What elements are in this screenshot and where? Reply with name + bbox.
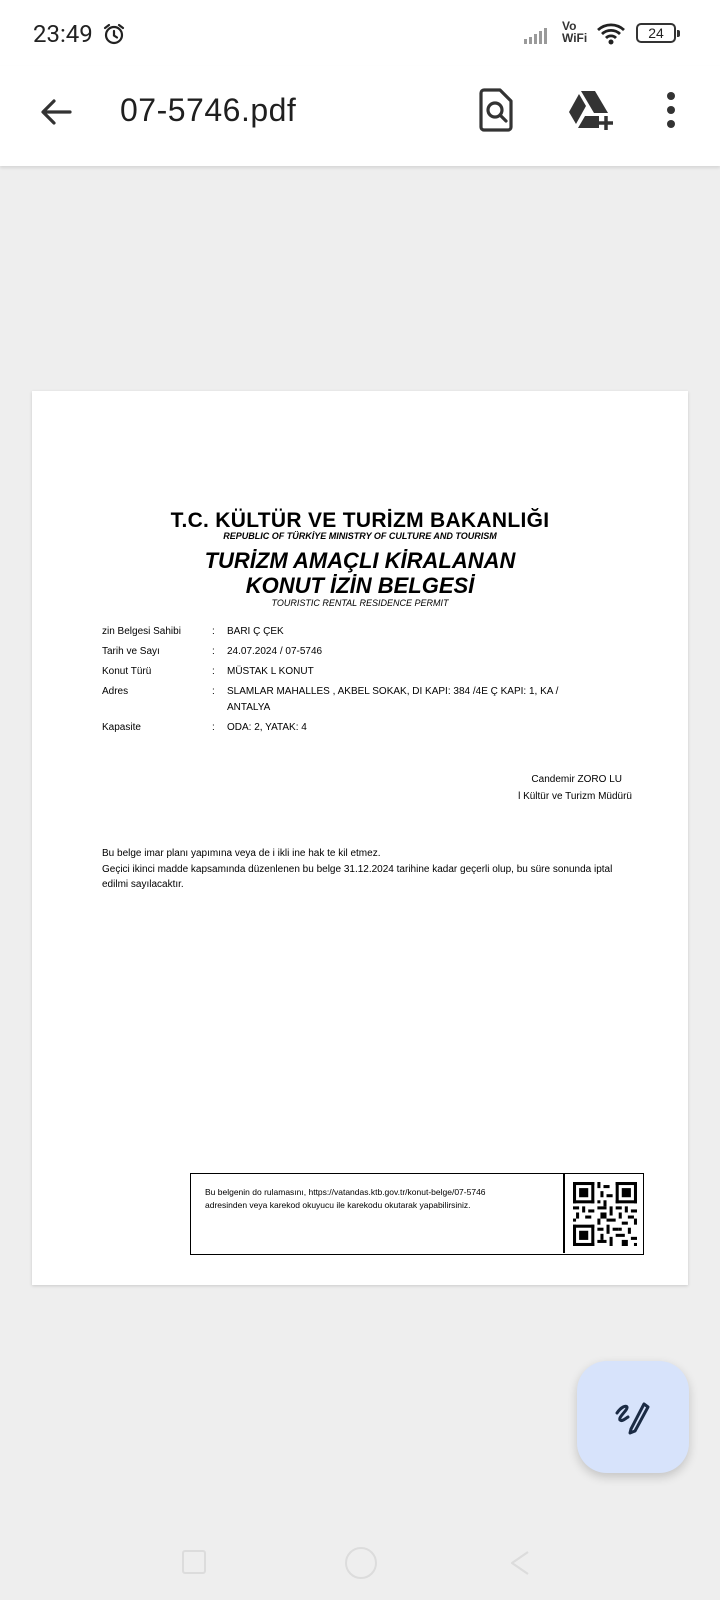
verification-text [205, 1186, 545, 1212]
status-bar [0, 0, 720, 66]
permit-title-line1: TURİZM AMAÇLI KİRALANAN [204, 548, 516, 573]
vo-label: Vo [562, 19, 577, 33]
note-line: Bu belge imar planı yapımına veya de i ikli ine hak te kil etmez. [102, 848, 381, 859]
back-nav-button[interactable] [508, 1550, 532, 1581]
signatory-title: l Kültür ve Turizm Müdürü [518, 791, 632, 802]
field-label-address: Adres [102, 686, 129, 697]
field-colon: : [212, 686, 215, 697]
cell-signal-icon [524, 26, 558, 49]
field-value-owner: BARI Ç ÇEK [227, 626, 284, 637]
signature-pen-icon [613, 1397, 653, 1437]
field-colon: : [212, 722, 215, 733]
verification-line: adresinden veya karekod okuyucu ile karekodu okutarak yapabilirsiniz. [205, 1200, 471, 1210]
qr-code-icon [573, 1182, 637, 1246]
field-value-date: 24.07.2024 / 07-5746 [227, 646, 323, 657]
wifi-label: WiFi [562, 31, 588, 45]
field-label-type: Konut Türü [102, 666, 152, 677]
field-value-address-city: ANTALYA [227, 702, 271, 713]
app-bar [0, 66, 720, 166]
field-label-owner: zin Belgesi Sahibi [102, 626, 181, 637]
field-label-date: Tarih ve Sayı [102, 646, 160, 657]
search-document-icon[interactable] [478, 88, 514, 137]
field-value-capacity: ODA: 2, YATAK: 4 [227, 722, 307, 733]
field-label-capacity: Kapasite [102, 722, 141, 733]
field-colon: : [212, 626, 215, 637]
battery-icon [636, 23, 676, 43]
vowifi-indicator [562, 20, 587, 44]
status-time: 23:49 [33, 20, 93, 48]
home-button[interactable] [345, 1547, 377, 1579]
system-navigation-bar [0, 1520, 720, 1600]
permit-title-line2: KONUT İZİN BELGESİ [245, 573, 475, 598]
add-to-drive-icon[interactable] [568, 88, 614, 137]
recents-button[interactable] [182, 1550, 206, 1574]
signatory-name: Candemir ZORO LU [531, 774, 622, 785]
field-colon: : [212, 646, 215, 657]
permit-title [32, 548, 688, 598]
permit-title-en: TOURISTIC RENTAL RESIDENCE PERMIT [271, 598, 449, 608]
ministry-heading-en: REPUBLIC OF TÜRKİYE MINISTRY OF CULTURE AND TOURISM [223, 531, 497, 541]
verification-box [190, 1173, 644, 1255]
arrow-back-icon[interactable] [36, 92, 76, 132]
more-vert-icon[interactable] [666, 90, 676, 135]
document-notes [102, 846, 682, 893]
field-colon: : [212, 666, 215, 677]
note-line: Geçici ikinci madde kapsamında düzenlenen bu belge 31.12.2024 tarihine kadar geçerli olup, bu süre sonunda iptal [102, 863, 613, 875]
document-title: 07-5746.pdf [120, 92, 297, 128]
pdf-page[interactable] [32, 391, 688, 1285]
verification-line: Bu belgenin do rulamasını, https://vatandas.ktb.gov.tr/konut-belge/07-5746 [205, 1187, 486, 1197]
battery-level: 24 [648, 25, 664, 41]
alarm-icon [102, 22, 126, 51]
verification-divider [563, 1174, 565, 1253]
ministry-heading: T.C. KÜLTÜR VE TURİZM BAKANLIĞI [170, 509, 550, 532]
note-line: edilmi sayılacaktır. [102, 879, 184, 890]
field-value-address: SLAMLAR MAHALLES , AKBEL SOKAK, DI KAPI: 384 /4E Ç KAPI: 1, KA / [227, 686, 559, 697]
wifi-icon [596, 22, 626, 51]
field-value-type: MÜSTAK L KONUT [227, 666, 314, 677]
signature-fab-button[interactable] [577, 1361, 689, 1473]
